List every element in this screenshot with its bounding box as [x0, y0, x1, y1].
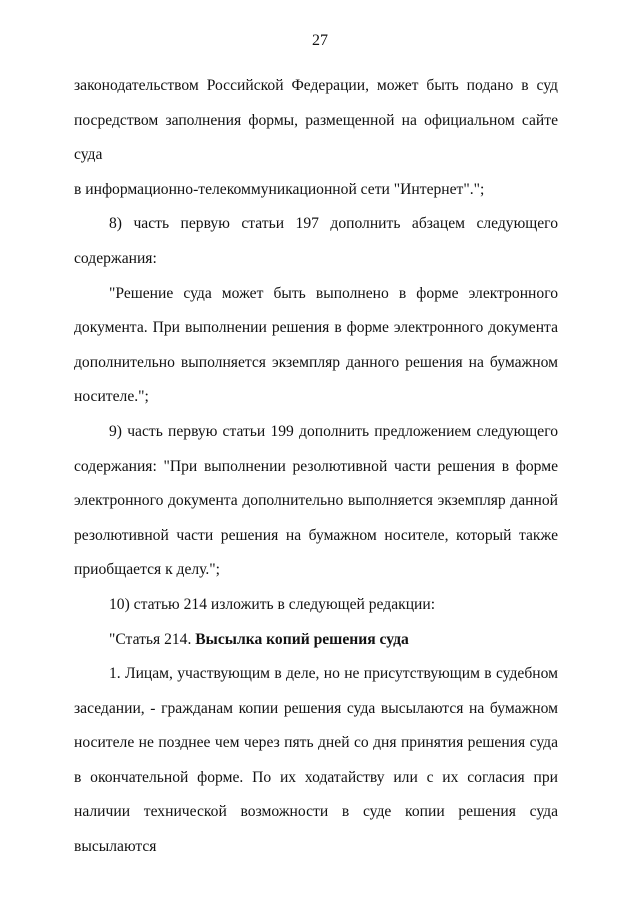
paragraph-continuation-end: в информационно-телекоммуникационной сети "Интернет"."; — [74, 180, 485, 198]
paragraph-item-8: 8) часть первую статьи 197 дополнить абзацем следующего — [109, 215, 558, 233]
paragraph-article-214-part-1: 1. Лицам, участвующим в деле, но не присутствующим в судебном заседании, - гражданам копии решения суда высылаются на бумажном носителе не позднее чем через пять дней со дня принятия решения суда в окончательной форме. По их ходатайству или с их согласия при наличии технической возможности в суде копии решения суда высылаются — [74, 665, 558, 856]
page-number: 27 — [312, 32, 328, 49]
paragraph-item-10: 10) статью 214 изложить в следующей редакции: — [109, 595, 436, 613]
paragraph-quote-decision-end: носителе."; — [74, 388, 149, 406]
paragraph-continuation: законодательством Российской Федерации, может быть подано в суд посредством заполнения формы, размещенной на официальном сайте суда — [74, 77, 558, 164]
article-heading — [74, 623, 558, 658]
paragraph-item-9-end: приобщается к делу."; — [74, 561, 221, 579]
paragraph-item-9: 9) часть первую статьи 199 дополнить предложением следующего содержания: "При выполнении резолютивной части решения в форме электронного документа дополнительно выполняется экземпляр данной резолютивной части решения на бумажном носителе, который также — [74, 422, 558, 544]
paragraph-item-8-end: содержания: — [74, 249, 157, 267]
article-heading-prefix: "Статья 214. — [109, 630, 196, 648]
document-body — [74, 69, 558, 865]
article-heading-title: Высылка копий решения суда — [195, 630, 409, 648]
paragraph-quote-decision: "Решение суда может быть выполнено в форме электронного документа. При выполнении решения в форме электронного документа дополнительно выполняется экземпляр данного решения на бумажном — [74, 284, 558, 371]
